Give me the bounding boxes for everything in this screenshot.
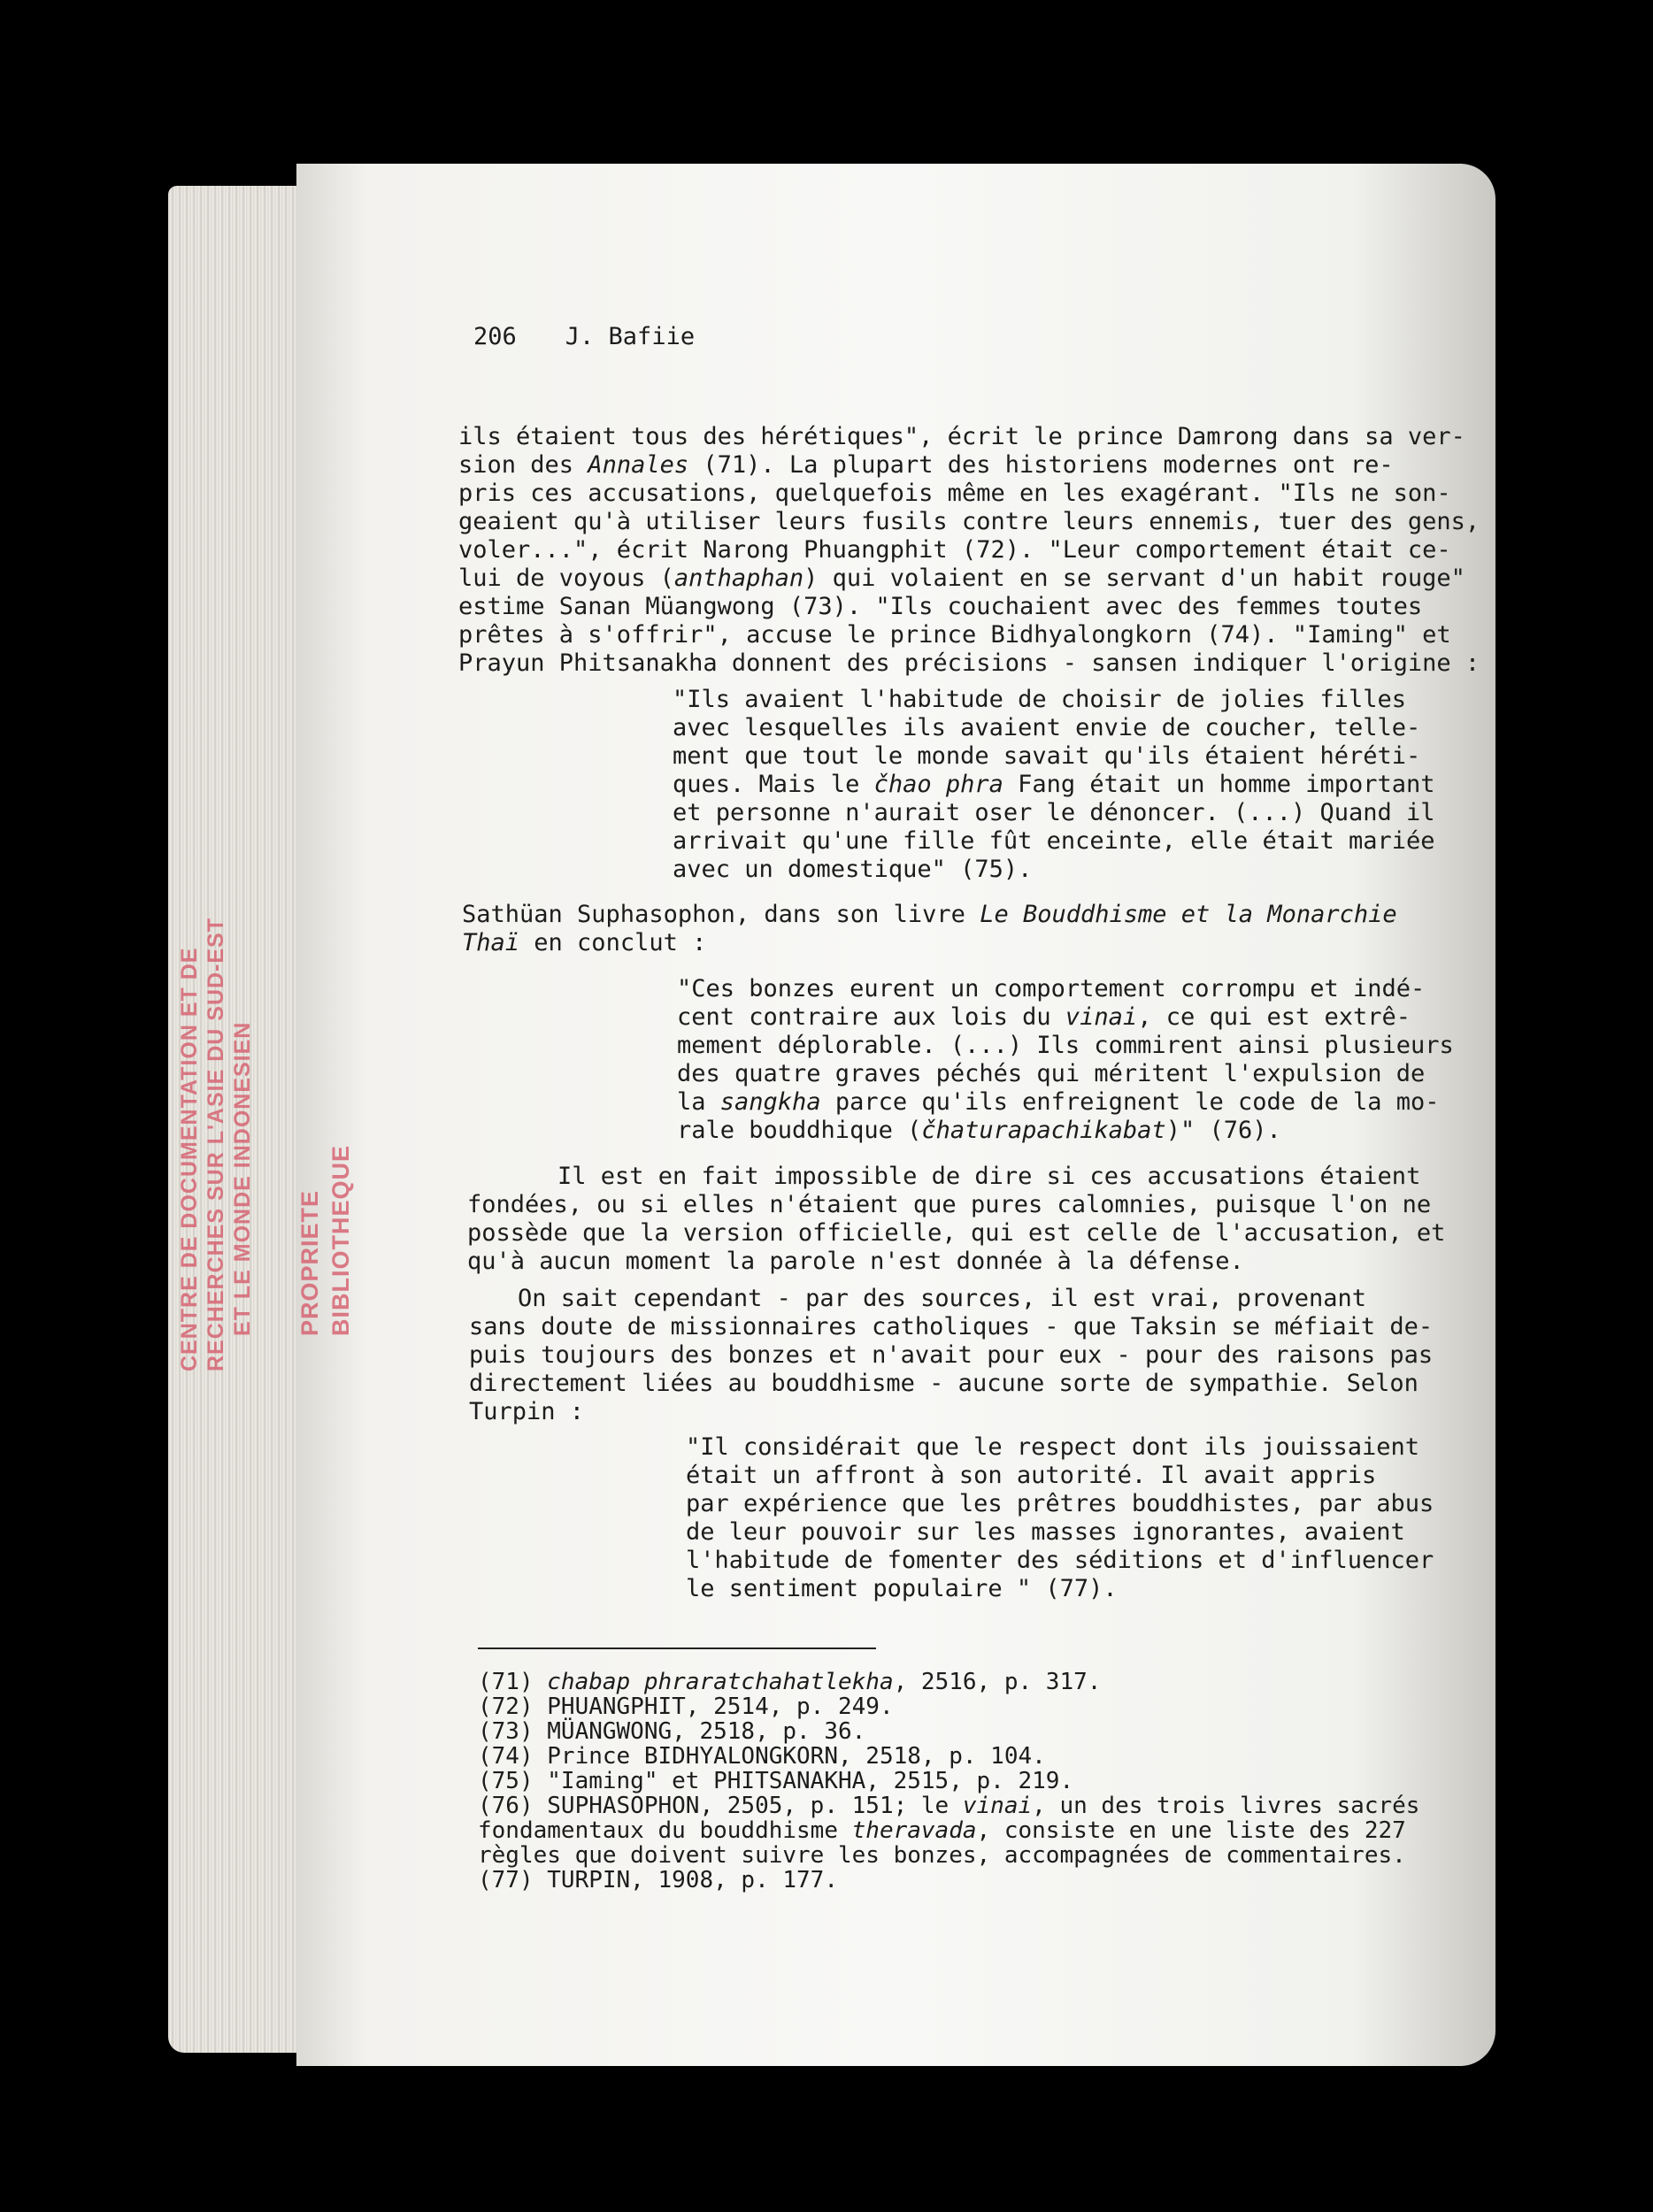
body-line: Turpin : — [469, 1398, 585, 1425]
body-line: le sentiment populaire " (77). — [686, 1575, 1118, 1602]
footnote-line: (76) SUPHASOPHON, 2505, p. 151; le vinai, un des trois livres sacrés — [478, 1793, 1420, 1819]
body-line: des quatre graves péchés qui méritent l'expulsion de — [677, 1060, 1426, 1087]
footnote-rule — [478, 1647, 876, 1649]
body-line: voler...", écrit Narong Phuangphit (72). "Leur comportement était ce- — [458, 536, 1451, 564]
body-line: était un affront à son autorité. Il avait appris — [686, 1462, 1377, 1489]
body-line: Il est en fait impossible de dire si ces accusations étaient — [557, 1163, 1421, 1190]
body-line: fondées, ou si elles n'étaient que pures calomnies, puisque l'on ne — [467, 1191, 1432, 1218]
stamp-line: BIBLIOTHEQUE — [327, 1144, 354, 1336]
body-line: arrivait qu'une fille fût enceinte, elle était mariée — [673, 827, 1435, 855]
body-line: pris ces accusations, quelquefois même en les exagérant. "Ils ne son- — [458, 480, 1451, 507]
body-line: cent contraire aux lois du vinai, ce qui est extrê- — [677, 1003, 1411, 1031]
body-line: geaient qu'à utiliser leurs fusils contre leurs ennemis, tuer des gens, — [458, 508, 1480, 535]
body-line: l'habitude de fomenter des séditions et d'influencer — [686, 1547, 1434, 1574]
body-line: ques. Mais le čhao phra Fang était un homme important — [673, 771, 1435, 798]
body-line: mement déplorable. (...) Ils commirent ainsi plusieurs — [677, 1032, 1454, 1059]
body-line: sans doute de missionnaires catholiques - que Taksin se méfiait de- — [469, 1313, 1434, 1340]
body-line: "Ils avaient l'habitude de choisir de jolies filles — [673, 686, 1407, 713]
footnote-line: (71) chabap phraratchahatlekha, 2516, p. 317. — [478, 1669, 1102, 1695]
footnote-line: (77) TURPIN, 1908, p. 177. — [478, 1867, 838, 1893]
body-line: directement liées au bouddhisme - aucune sorte de sympathie. Selon — [469, 1370, 1419, 1397]
body-line: Sathüan Suphasophon, dans son livre Le Bouddhisme et la Monarchie — [462, 901, 1397, 928]
body-line: avec un domestique" (75). — [673, 856, 1033, 883]
body-line: sion des Annales (71). La plupart des historiens modernes ont re- — [458, 451, 1394, 479]
body-line: qu'à aucun moment la parole n'est donnée à la défense. — [467, 1248, 1244, 1275]
footnote-line: (72) PHUANGPHIT, 2514, p. 249. — [478, 1694, 894, 1720]
body-line: Prayun Phitsanakha donnent des précisions - sansen indiquer l'origine : — [458, 649, 1480, 677]
body-line: "Ces bonzes eurent un comportement corrompu et indé- — [677, 975, 1426, 1002]
body-line: la sangkha parce qu'ils enfreignent le code de la mo- — [677, 1088, 1440, 1116]
body-line: On sait cependant - par des sources, il est vrai, provenant — [518, 1285, 1367, 1312]
stamp-line: PROPRIETE — [296, 1189, 323, 1336]
body-line: lui de voyous (anthaphan) qui volaient en se servant d'un habit rouge" — [458, 565, 1465, 592]
body-line: rale bouddhique (čhaturapachikabat)" (76). — [677, 1117, 1281, 1144]
library-stamp — [177, 841, 372, 1389]
body-line: de leur pouvoir sur les masses ignorantes, avaient — [686, 1518, 1405, 1546]
body-line: ils étaient tous des hérétiques", écrit le prince Damrong dans sa ver- — [458, 423, 1465, 450]
body-line: possède que la version officielle, qui est celle de l'accusation, et — [467, 1219, 1446, 1247]
stamp-line: CENTRE DE DOCUMENTATION ET DE — [177, 947, 202, 1371]
body-line: avec lesquelles ils avaient envie de coucher, telle- — [673, 714, 1421, 741]
body-line: estime Sanan Müangwong (73). "Ils couchaient avec des femmes toutes — [458, 593, 1423, 620]
body-line: puis toujours des bonzes et n'avait pour eux - pour des raisons pas — [469, 1341, 1434, 1369]
footnote-line: (75) "Iaming" et PHITSANAKHA, 2515, p. 219. — [478, 1768, 1074, 1794]
page-number: 206 — [473, 323, 517, 350]
body-line: ment que tout le monde savait qu'ils étaient héréti- — [673, 742, 1421, 770]
body-line: prêtes à s'offrir", accuse le prince Bidhyalongkorn (74). "Iaming" et — [458, 621, 1451, 649]
body-line: et personne n'aurait oser le dénoncer. (...) Quand il — [673, 799, 1435, 826]
stamp-line: ET LE MONDE INDONESIEN — [230, 1021, 255, 1336]
body-line: "Il considérait que le respect dont ils jouissaient — [686, 1433, 1420, 1461]
footnote-line: fondamentaux du bouddhisme theravada, consiste en une liste des 227 — [478, 1817, 1406, 1844]
footnote-line: règles que doivent suivre les bonzes, accompagnées de commentaires. — [478, 1842, 1406, 1869]
stamp-line: RECHERCHES SUR L'ASIE DU SUD-EST — [204, 918, 228, 1371]
footnote-line: (73) MÜANGWONG, 2518, p. 36. — [478, 1718, 866, 1745]
running-head-author: J. Bafiie — [565, 323, 696, 350]
footnote-line: (74) Prince BIDHYALONGKORN, 2518, p. 104. — [478, 1743, 1046, 1770]
body-line: Thaï en conclut : — [462, 929, 707, 956]
body-line: par expérience que les prêtres bouddhistes, par abus — [686, 1490, 1434, 1517]
running-header — [473, 323, 743, 350]
